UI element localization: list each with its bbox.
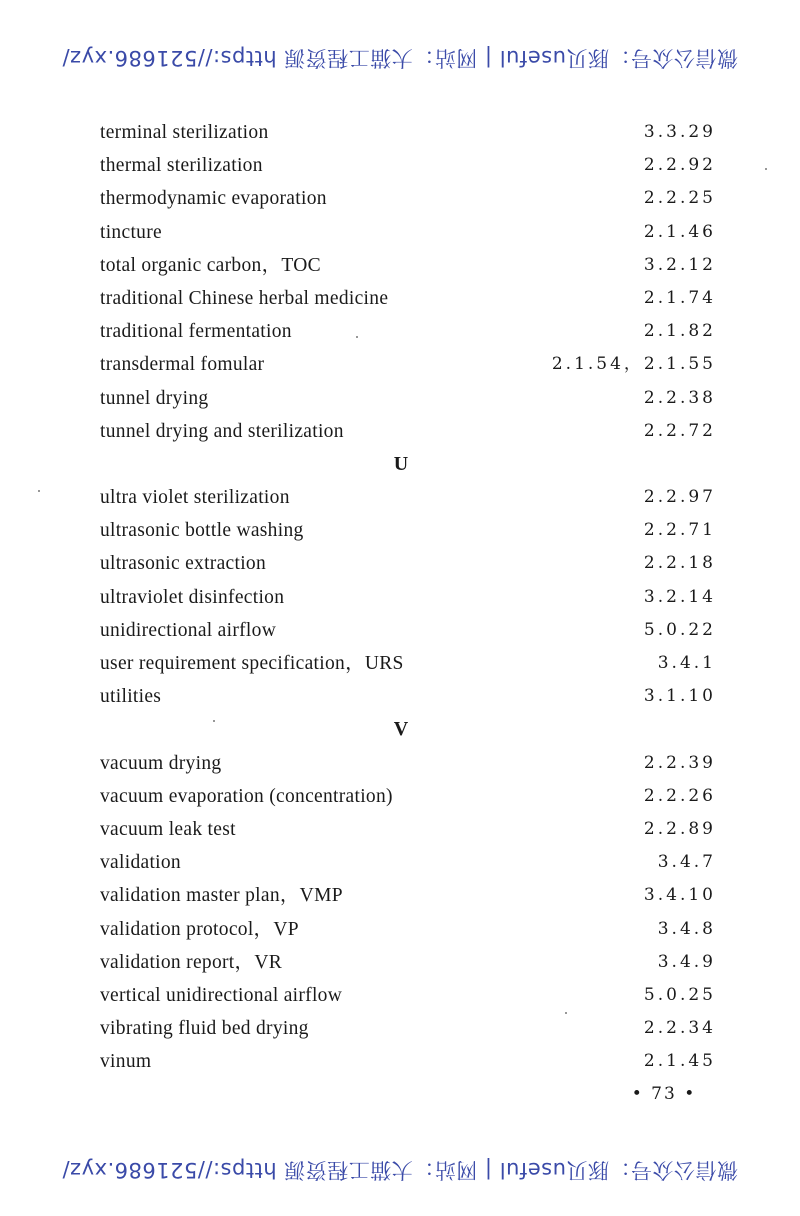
entry-ref: 3.4.7 — [657, 852, 716, 873]
entry-ref: 2.1.46 — [643, 221, 716, 242]
entry-term: vacuum drying — [100, 752, 222, 774]
index-entry — [100, 382, 716, 415]
entry-term: traditional fermentation — [100, 321, 292, 343]
entry-ref: 3.2.14 — [643, 586, 716, 607]
page-number: • 73 • — [631, 1084, 697, 1104]
index-entry — [100, 1045, 716, 1078]
entry-ref: 2.2.18 — [643, 553, 716, 574]
scan-speck — [213, 720, 215, 722]
entry-term: ultra violet sterilization — [100, 487, 290, 509]
scan-speck — [565, 1012, 567, 1014]
entry-ref: 2.1.82 — [643, 321, 716, 342]
entry-ref: 2.2.25 — [643, 188, 716, 209]
watermark-top: 微信公众号：豚贝useful | 网站：大猫工程资源 https://521686.xyz/ — [62, 46, 738, 70]
entry-ref: 2.1.45 — [643, 1051, 716, 1072]
entry-term: ultraviolet disinfection — [100, 586, 285, 608]
entry-ref: 2.1.54，2.1.55 — [551, 354, 716, 375]
index-entry — [100, 1012, 716, 1045]
entry-term: vacuum evaporation (concentration) — [100, 785, 393, 807]
entry-term: vacuum leak test — [100, 818, 236, 840]
entry-term: ultrasonic bottle washing — [100, 520, 304, 542]
entry-term: vinum — [100, 1051, 152, 1073]
section-letter-v: V — [393, 718, 409, 741]
entry-term: user requirement specification，URS — [100, 653, 404, 674]
entry-ref: 2.2.39 — [643, 752, 716, 773]
index-entry — [100, 946, 716, 979]
entry-ref: 5.0.22 — [643, 619, 716, 640]
entry-ref: 3.1.10 — [643, 686, 716, 707]
index-entry — [100, 481, 716, 514]
index-entry — [100, 680, 716, 713]
index-entry — [100, 846, 716, 879]
entry-ref: 2.2.71 — [643, 520, 716, 541]
entry-term: thermal sterilization — [100, 155, 263, 177]
entry-term: validation protocol，VP — [100, 918, 299, 940]
entry-term: tunnel drying — [100, 387, 209, 409]
index-entry — [100, 216, 716, 249]
index-entry — [100, 581, 716, 614]
entry-term: vertical unidirectional airflow — [100, 984, 343, 1006]
entry-ref: 2.1.74 — [643, 287, 716, 308]
section-letter-u: U — [393, 452, 409, 475]
entry-term: validation report，VR — [100, 951, 283, 973]
entry-ref: 3.4.8 — [657, 918, 716, 939]
entry-ref: 2.2.38 — [643, 387, 716, 408]
entry-ref: 2.2.34 — [643, 1018, 716, 1039]
index-entry — [100, 614, 716, 647]
entry-ref: 2.2.89 — [643, 818, 716, 839]
index-entry — [100, 780, 716, 813]
entry-term: validation — [100, 852, 181, 874]
index-entry — [100, 647, 716, 680]
scan-speck — [356, 336, 358, 338]
index-entry — [100, 913, 716, 946]
entry-term: validation master plan，VMP — [100, 885, 343, 907]
entry-term: tunnel drying and sterilization — [100, 420, 344, 442]
index-entry — [100, 315, 716, 348]
scan-speck — [765, 168, 767, 170]
index-entry — [100, 116, 716, 149]
entry-ref: 2.2.26 — [643, 785, 716, 806]
index-entry — [100, 249, 716, 282]
entry-term: unidirectional airflow — [100, 619, 277, 641]
entry-term: transdermal fomular — [100, 354, 265, 376]
index-entry — [100, 348, 716, 381]
entry-term: ultrasonic extraction — [100, 553, 267, 575]
entry-ref: 2.2.92 — [643, 155, 716, 176]
watermark-bottom: 微信公众号：豚贝useful | 网站：大猫工程资源 https://521686.xyz/ — [62, 1158, 738, 1182]
entry-ref: 5.0.25 — [643, 984, 716, 1005]
index-entry — [100, 979, 716, 1012]
index-list — [100, 116, 716, 1078]
index-entry — [100, 149, 716, 182]
entry-term: traditional Chinese herbal medicine — [100, 287, 389, 309]
index-entry — [100, 282, 716, 315]
entry-term: total organic carbon，TOC — [100, 254, 321, 276]
entry-ref: 2.2.72 — [643, 420, 716, 441]
entry-term: terminal sterilization — [100, 122, 269, 143]
index-entry — [100, 879, 716, 912]
entry-ref: 3.4.10 — [643, 885, 716, 906]
index-entry — [100, 547, 716, 580]
index-entry — [100, 813, 716, 846]
entry-term: utilities — [100, 686, 162, 708]
entry-term: thermodynamic evaporation — [100, 188, 327, 210]
index-entry — [100, 415, 716, 448]
index-entry — [100, 514, 716, 547]
scan-speck — [38, 490, 40, 492]
entry-ref: 3.2.12 — [643, 254, 716, 275]
index-entry — [100, 182, 716, 215]
entry-ref: 3.4.9 — [657, 951, 716, 972]
entry-ref: 2.2.97 — [643, 487, 716, 508]
index-entry — [100, 747, 716, 780]
entry-ref: 3.4.1 — [657, 653, 716, 673]
entry-term: tincture — [100, 221, 162, 243]
entry-term: vibrating fluid bed drying — [100, 1018, 309, 1040]
entry-ref: 3.3.29 — [643, 122, 716, 142]
